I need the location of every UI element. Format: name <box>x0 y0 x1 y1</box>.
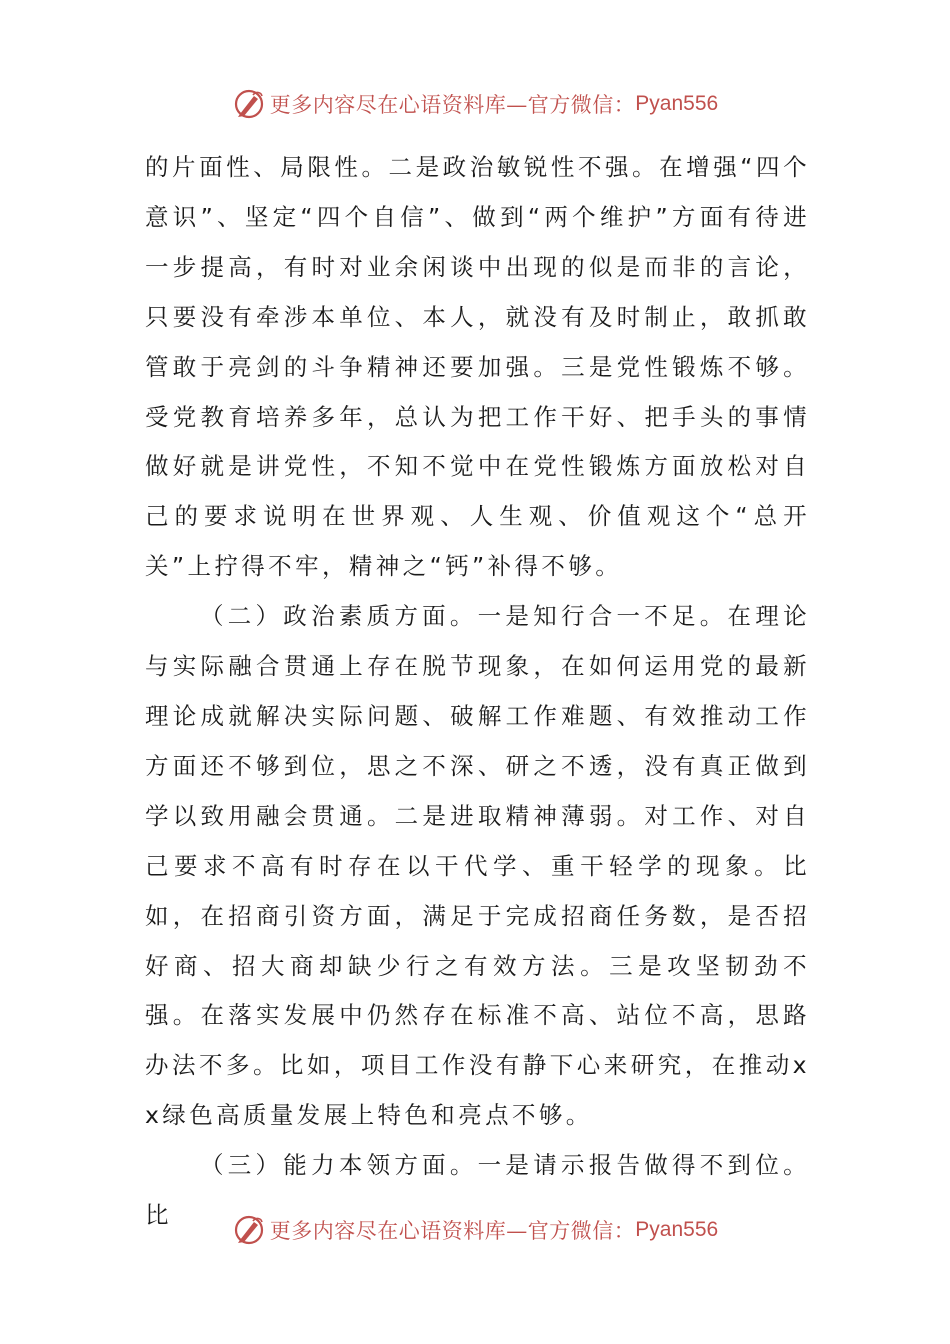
footer-watermark <box>0 1210 950 1250</box>
watermark-wechat-id: Pyan556 <box>635 1218 719 1241</box>
pen-logo-icon <box>232 1213 266 1247</box>
paragraph-3: （三）能力本领方面。一是请示报告做得不到位。比 <box>145 1151 810 1230</box>
document-body <box>145 143 810 1241</box>
paragraph-1: 的片面性、局限性。二是政治敏锐性不强。在增强“四个意识”、坚定“四个自信”、做到“两个维护”方面有待进一步提高，有时对业余闲谈中出现的似是而非的言论，只要没有牵涉本单位、本人，就没有及时制止，敢抓敢管敢于亮剑的斗争精神还要加强。三是党性锻炼不够。受党教育培养多年，总认为把工作干好、把手头的事情做好就是讲党性，不知不觉中在党性锻炼方面放松对自己的要求说明在世界观、人生观、价值观这个“总开关”上拧得不牢，精神之“钙”补得不够。 <box>145 153 810 581</box>
watermark-text: 更多内容尽在心语资料库—官方微信： <box>269 93 636 117</box>
paragraph-2: （二）政治素质方面。一是知行合一不足。在理论与实际融合贯通上存在脱节现象，在如何运用党的最新理论成就解决实际问题、破解工作难题、有效推动工作方面还不够到位，思之不深、研之不透，没有真正做到学以致用融会贯通。二是进取精神薄弱。对工作、对自己要求不高有时存在以干代学、重干轻学的现象。比如，在招商引资方面，满足于完成招商任务数，是否招好商、招大商却缺少行之有效方法。三是攻坚韧劲不强。在落实发展中仍然存在标准不高、站位不高，思路办法不多。比如，项目工作没有静下心来研究，在推动xx绿色高质量发展上特色和亮点不够。 <box>145 602 810 1130</box>
header-watermark <box>0 84 950 124</box>
watermark-wechat-id: Pyan556 <box>635 92 719 115</box>
watermark-text: 更多内容尽在心语资料库—官方微信： <box>269 1219 636 1243</box>
pen-logo-icon <box>232 87 266 121</box>
